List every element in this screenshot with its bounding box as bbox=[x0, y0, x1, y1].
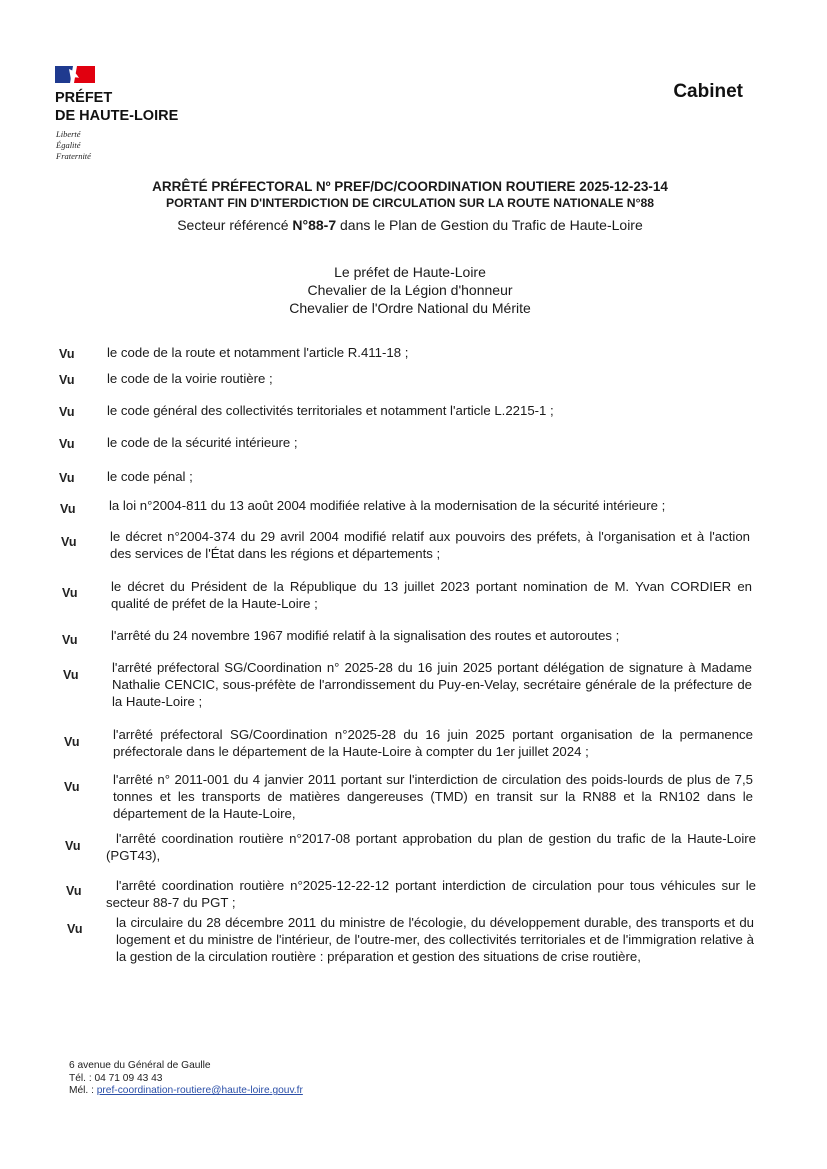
visa-text: l'arrêté préfectoral SG/Coordination n°2025-28 du 16 juin 2025 portant organisation de la permanence préfectorale dans le département de la Haute-Loire à compter du 1er juillet 2024 ; bbox=[113, 727, 753, 760]
footer-address: 6 avenue du Général de Gaulle bbox=[69, 1060, 211, 1071]
vu-label: Vu bbox=[65, 839, 81, 853]
visa-text: le décret n°2004-374 du 29 avril 2004 modifié relatif aux pouvoirs des préfets, à l'organisation et à l'action des services de l'État dans les régions et départements ; bbox=[110, 529, 750, 562]
visa-text: le code de la sécurité intérieure ; bbox=[107, 435, 298, 450]
motto-egalite: Égalité bbox=[56, 140, 81, 150]
authority-line: Chevalier de l'Ordre National du Mérite bbox=[289, 300, 531, 316]
prefecture-line2: DE HAUTE-LOIRE bbox=[55, 108, 179, 124]
footer-mail-line bbox=[69, 1085, 303, 1098]
sector-suffix: dans le Plan de Gestion du Trafic de Haute-Loire bbox=[336, 217, 643, 233]
visa-text: le code pénal ; bbox=[107, 469, 193, 484]
vu-label: Vu bbox=[63, 668, 79, 682]
decree-sector bbox=[60, 217, 760, 233]
vu-label: Vu bbox=[62, 586, 78, 600]
visa-text: l'arrêté coordination routière n°2017-08 portant approbation du plan de gestion du trafic de la Haute-Loire (PGT43), bbox=[106, 831, 756, 864]
marianne-logo-icon bbox=[55, 66, 95, 83]
visa-text: l'arrêté préfectoral SG/Coordination n° 2025-28 du 16 juin 2025 portant délégation de signature à Madame Nathalie CENCIC, sous-préfète de l'arrondissement du Puy-en-Velay, secrétaire générale de la préfecture de la Haute-Loire ; bbox=[112, 660, 752, 710]
vu-label: Vu bbox=[60, 502, 76, 516]
footer-phone: Tél. : 04 71 09 43 43 bbox=[69, 1072, 163, 1084]
vu-label: Vu bbox=[59, 437, 75, 451]
visa-text: la circulaire du 28 décembre 2011 du ministre de l'écologie, du développement durable, des transports et du logement et du ministre de l'intérieur, de l'outre-mer, des collectivités territoriales et de l'immigration relative à la gestion de la circulation routière : préparation et gestion des situations de crise routière, bbox=[116, 915, 754, 965]
vu-label: Vu bbox=[67, 922, 83, 936]
decree-title: ARRÊTÉ PRÉFECTORAL Nº PREF/DC/COORDINATION ROUTIERE 2025-12-23-14 bbox=[152, 179, 668, 194]
visa-text: la loi n°2004-811 du 13 août 2004 modifiée relative à la modernisation de la sécurité intérieure ; bbox=[109, 498, 666, 513]
prefecture-line1: PRÉFET bbox=[55, 90, 113, 106]
department-label: Cabinet bbox=[673, 81, 743, 102]
authority-line: Le préfet de Haute-Loire bbox=[334, 264, 486, 280]
vu-label: Vu bbox=[61, 535, 77, 549]
visa-text: le code général des collectivités territoriales et notamment l'article L.2215-1 ; bbox=[107, 403, 554, 418]
visa-text: le décret du Président de la République du 13 juillet 2023 portant nomination de M. Yvan CORDIER en qualité de préfet de la Haute-Loire ; bbox=[111, 579, 752, 612]
motto-fraternite: Fraternité bbox=[56, 151, 91, 161]
republic-motto bbox=[56, 129, 91, 162]
vu-label: Vu bbox=[59, 405, 75, 419]
motto-liberte: Liberté bbox=[56, 129, 81, 139]
vu-label: Vu bbox=[64, 780, 80, 794]
footer-mail-link[interactable]: pref-coordination-routiere@haute-loire.gouv.fr bbox=[96, 1085, 303, 1097]
visa-text: l'arrêté coordination routière n°2025-12-22-12 portant interdiction de circulation pour tous véhicules sur le secteur 88-7 du PGT ; bbox=[106, 878, 756, 911]
prefecture-name bbox=[55, 89, 178, 125]
vu-label: Vu bbox=[62, 633, 78, 647]
issuing-authority bbox=[60, 263, 760, 317]
visa-text: l'arrêté du 24 novembre 1967 modifié relatif à la signalisation des routes et autoroutes ; bbox=[111, 628, 620, 643]
visa-text: l'arrêté n° 2011-001 du 4 janvier 2011 portant sur l'interdiction de circulation des poids-lourds de plus de 7,5 tonnes et les transports de matières dangereuses (TMD) en transit sur la RN88 et la RN102 dans le département de la Haute-Loire, bbox=[113, 772, 753, 822]
contact-footer bbox=[69, 1060, 303, 1098]
visa-text: le code de la voirie routière ; bbox=[107, 371, 273, 386]
authority-line: Chevalier de la Légion d'honneur bbox=[307, 282, 513, 298]
vu-label: Vu bbox=[66, 884, 82, 898]
vu-label: Vu bbox=[59, 373, 75, 387]
decree-subtitle: PORTANT FIN D'INTERDICTION DE CIRCULATION SUR LA ROUTE NATIONALE N°88 bbox=[165, 196, 655, 210]
sector-prefix: Secteur référencé bbox=[177, 217, 293, 233]
vu-label: Vu bbox=[59, 471, 75, 485]
sector-reference: N°88-7 bbox=[292, 217, 337, 233]
vu-label: Vu bbox=[59, 347, 75, 361]
visa-text: le code de la route et notamment l'article R.411-18 ; bbox=[107, 345, 409, 360]
footer-mail-label: Mél. : bbox=[69, 1085, 97, 1097]
vu-label: Vu bbox=[64, 735, 80, 749]
